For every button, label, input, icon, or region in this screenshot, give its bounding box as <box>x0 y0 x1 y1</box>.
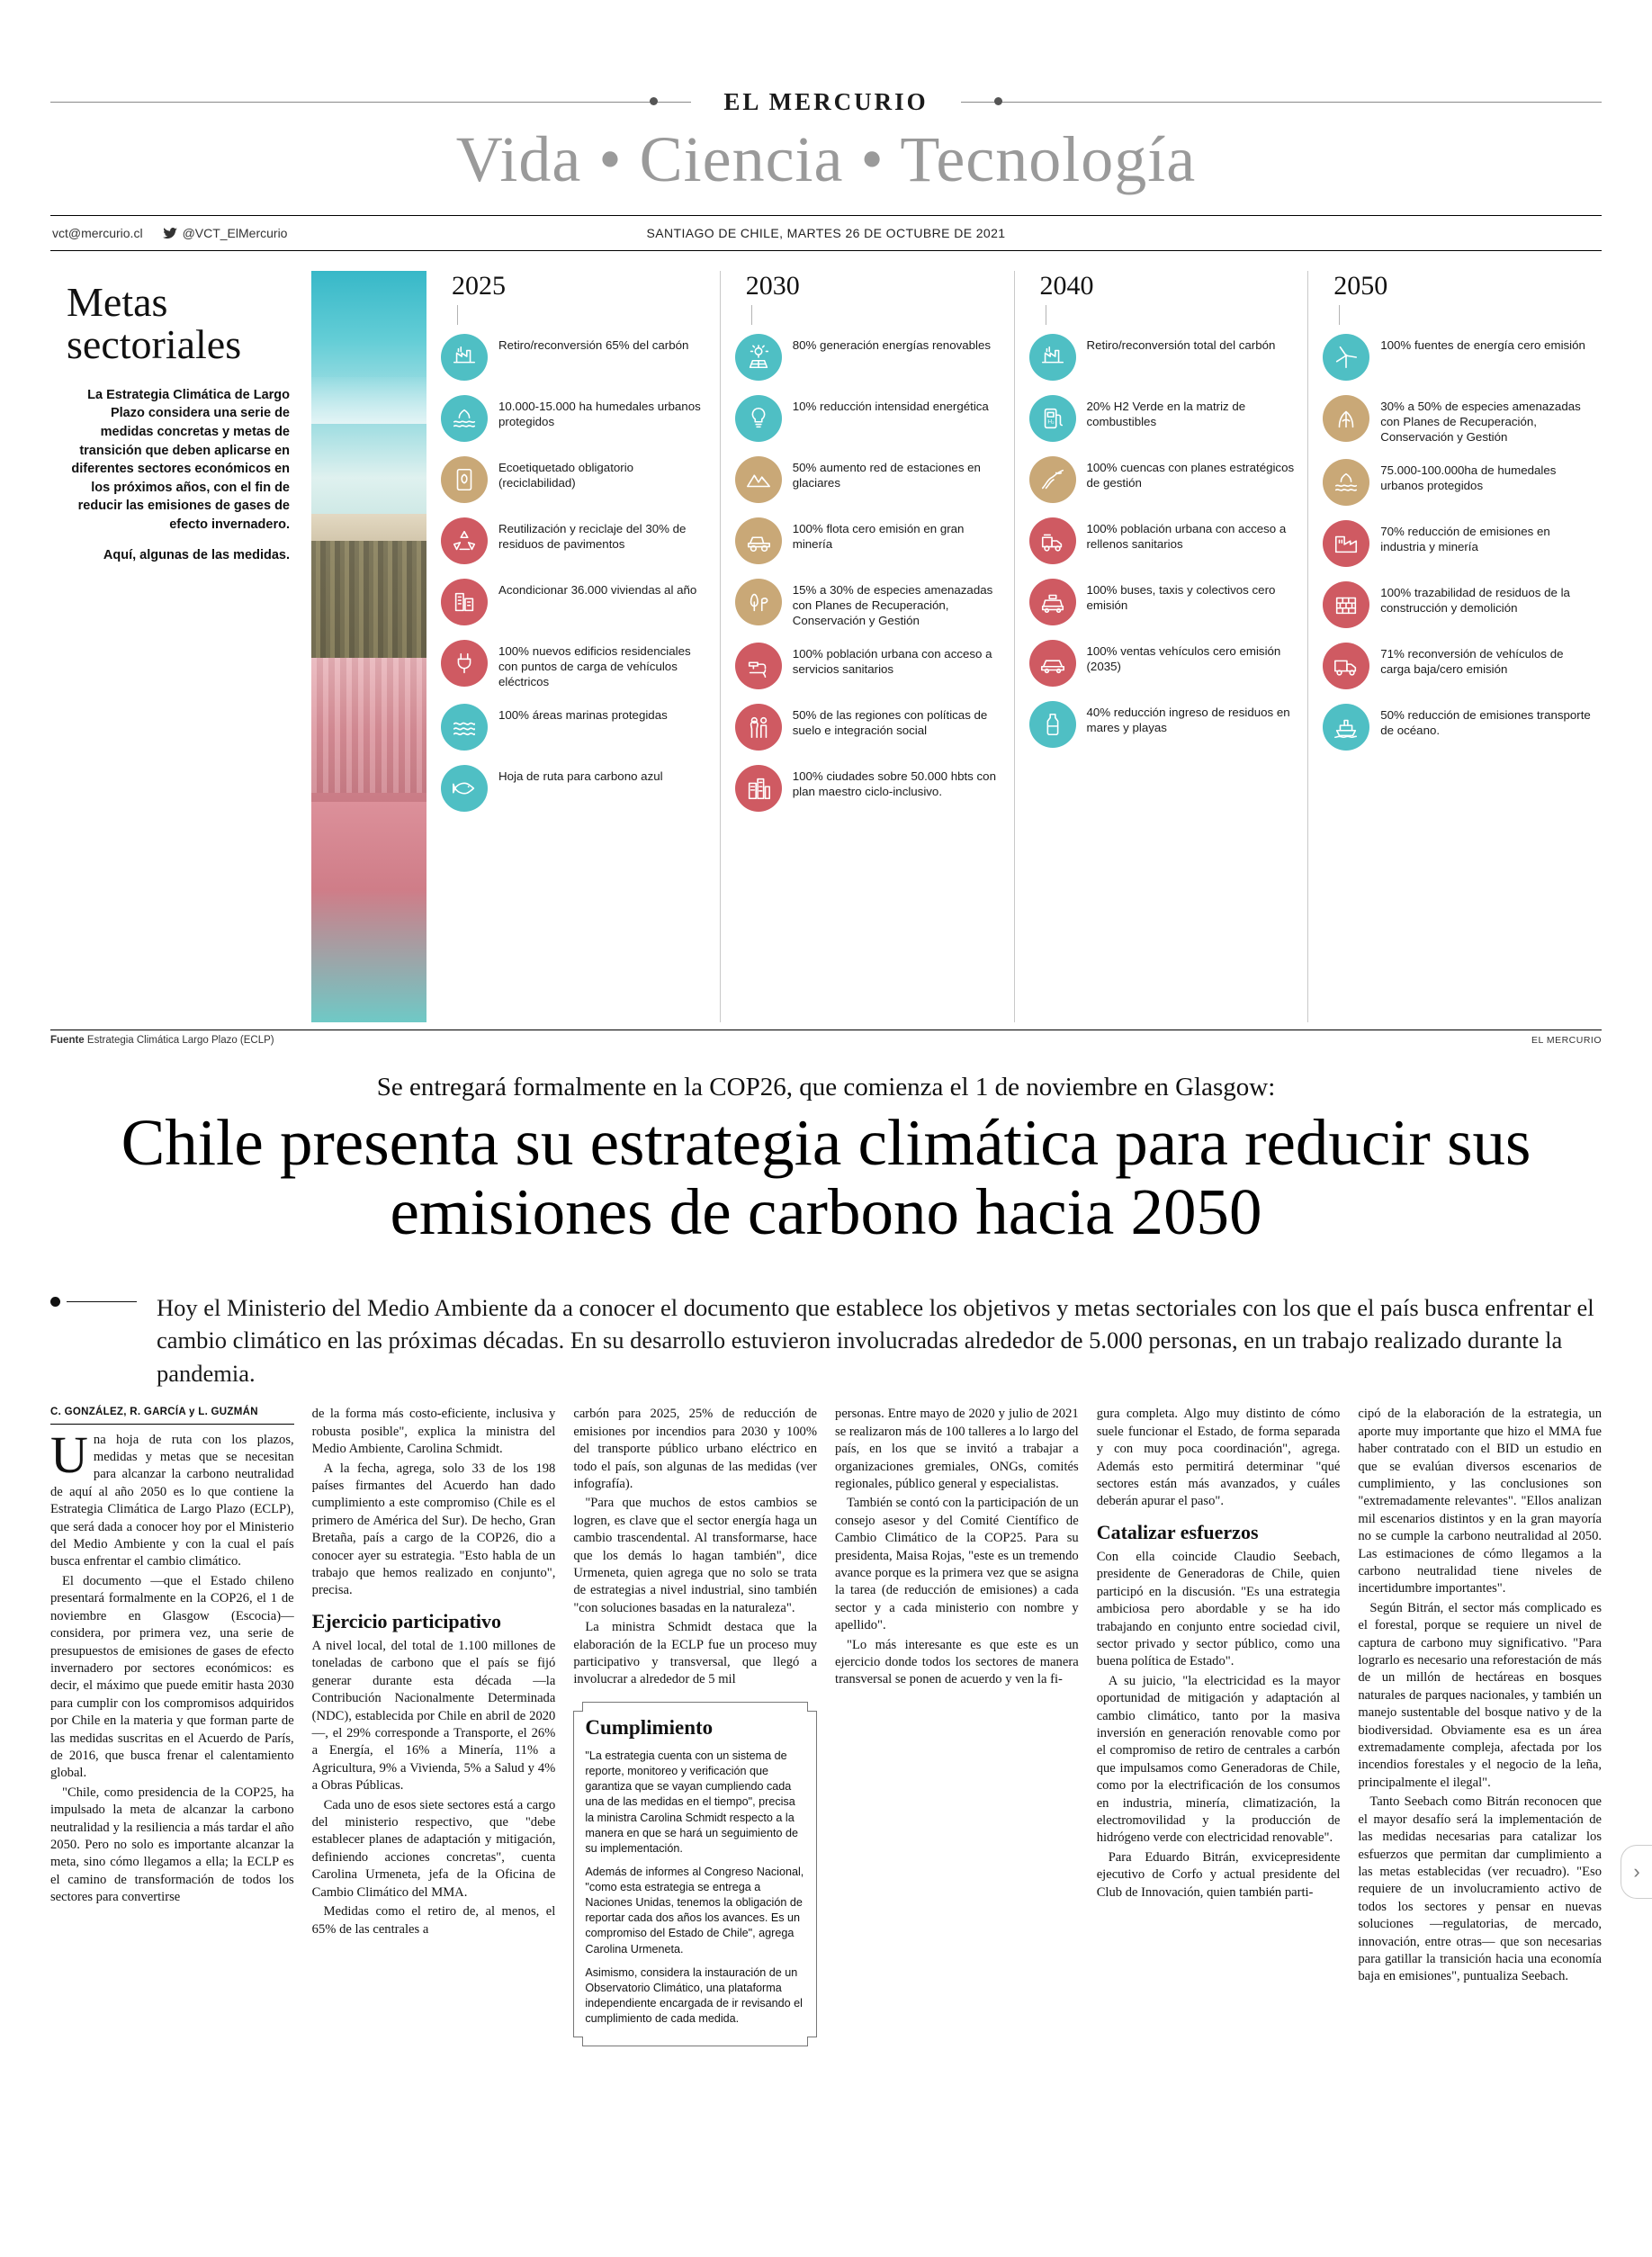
industry-icon <box>1323 520 1369 567</box>
recycle-icon <box>441 517 488 564</box>
body-column-3 <box>573 1406 817 2046</box>
goal-item <box>441 334 711 381</box>
paragraph: cipó de la elaboración de la estrategia, un aporte muy importante que hizo el MMA fue haber contratado con el BID un estudio en que se evalúan diversos escenarios de cumplimiento, y las conclusiones son "extremadamente relevantes". "Ellos analizan mil escenarios distintos y en la gran mayoría no se cumple la carbono neutralidad al 2050. Las estimaciones de cómo llegamos a la carbono neutralidad tiene niveles de incertidumbre importantes". <box>1358 1407 1603 1596</box>
twitter-handle-text: @VCT_ElMercurio <box>182 226 288 240</box>
year-column-2025 <box>426 271 720 1022</box>
paragraph: A nivel local, del total de 1.100 millones de toneladas de carbono que el país se fijó generar durante esta década —la Contribución Nacionalmente Determinada (NDC), establecida por Chile en abril de 2020—, el 29% corresponde a Transporte, el 26% a Energía, el 16% a Minería, 11% a Agricultura, 9% a Vivienda, 5% a Salud y 4% a Obras Públicas. <box>311 1639 556 1794</box>
goal-text: 15% a 30% de especies amenazadas con Planes de Recuperación, Conservación y Gestión <box>792 583 993 628</box>
paragraph: Cada uno de esos siete sectores está a cargo del ministerio respectivo, que "debe establecer planes de adaptación y mitigación, definiendo acciones concretas", cuenta Carolina Urmeneta, jefa de la Oficina de Cambio Climático del MMA. <box>311 1797 556 1900</box>
box-corner <box>573 2037 583 2046</box>
photo-sky <box>311 271 426 424</box>
wetland-icon <box>441 395 488 442</box>
box-paragraph: Además de informes al Congreso Nacional, "como esta estrategia se entrega a Naciones Unidas, tenemos la obligación de reportar cada dos años los avances. Es un compromiso del Estado de Chile", agrega Carolina Urmeneta. <box>585 1865 804 1956</box>
body-column-5 <box>1097 1406 1341 2046</box>
goal-item <box>735 643 1005 689</box>
infographic-credit: EL MERCURIO <box>1531 1035 1602 1046</box>
body-column-1 <box>50 1406 294 2046</box>
goal-text: 100% flota cero emisión en gran minería <box>792 522 965 552</box>
faucet-icon <box>735 643 782 689</box>
goal-item <box>441 395 711 442</box>
article-kicker: Se entregará formalmente en la COP26, que comienza el 1 de noviembre en Glasgow: <box>376 1073 1276 1102</box>
infographic <box>50 251 1602 1022</box>
box-title: Cumplimiento <box>585 1715 714 1739</box>
paragraph: Tanto Seebach como Bitrán reconocen que el mayor desafío será la implementación de las medidas necesarias para catalizar los esfuerzos que permitan dar cumplimiento a las metas establecidas (ver recuadro). "Eso requiere de un involucramiento activo de todos los sectores y pensar en nuevas soluciones —regulatorias, de mercado, innovación, entre otras— que son necesarias para gatillar la transición hacia una economía baja en emisiones", puntualiza Seebach. <box>1358 1794 1603 1984</box>
goal-text: 40% reducción ingreso de residuos en mares y playas <box>1086 706 1290 735</box>
goal-text: Ecoetiquetado obligatorio (reciclabilidad) <box>498 461 634 490</box>
infographic-intro-text: La Estrategia Climática de Largo Plazo considera una serie de medidas concretas y metas de transición que deben aplicarse en diferentes sectores económicos en los próximos años, con el fin de reducir las emisiones de gases de efecto invernadero. <box>71 387 290 532</box>
goal-item <box>441 579 711 625</box>
year-tick <box>751 305 752 325</box>
goal-text: 100% trazabilidad de residuos de la construcción y demolición <box>1380 586 1570 616</box>
goal-text: Hoja de ruta para carbono azul <box>498 769 663 784</box>
goal-text: Reutilización y reciclaje del 30% de residuos de pavimentos <box>498 522 687 552</box>
waves-icon <box>441 704 488 751</box>
photo-collage <box>311 271 426 1022</box>
box-corner <box>573 1702 583 1712</box>
svg-text:H₂: H₂ <box>1046 418 1055 426</box>
article-byline: C. GONZÁLEZ, R. GARCÍA y L. GUZMÁN <box>50 1406 294 1424</box>
masthead <box>0 0 1652 251</box>
goal-item <box>735 334 1005 381</box>
year-column-2040 <box>1014 271 1308 1022</box>
subheading-ejercicio-participativo: Ejercicio participativo <box>311 1609 502 1632</box>
infographic-year-columns <box>426 271 1602 1022</box>
factory-icon <box>441 334 488 381</box>
article-headline: Chile presenta su estrategia climática para reducir sus emisiones de carbono hacia 2050 <box>121 1106 1531 1249</box>
body-column-4 <box>835 1406 1079 2046</box>
goal-text: 50% aumento red de estaciones en glaciares <box>792 461 981 490</box>
masthead-rule <box>50 88 1602 115</box>
body-column-6 <box>1358 1406 1602 2046</box>
paragraph: personas. Entre mayo de 2020 y julio de 2021 se realizaron más de 100 talleres a lo largo del país, en los que se invitó a trabajar a organizaciones gremiales, ONGs, comités regionales, público general y especialistas. <box>835 1407 1079 1491</box>
goal-item <box>441 517 711 564</box>
plug-icon <box>441 640 488 687</box>
article-body <box>50 1406 1602 2046</box>
year-label: 2040 <box>1039 271 1094 301</box>
goal-text: 30% a 50% de especies amenazadas con Planes de Recuperación, Conservación y Gestión <box>1380 400 1581 445</box>
paragraph: de la forma más costo-eficiente, inclusiva y robusta posible", explica la ministra del Medio Ambiente, Carolina Schmidt. <box>311 1407 556 1457</box>
goal-text: 50% de las regiones con políticas de suelo e integración social <box>792 708 988 738</box>
goal-item <box>1323 520 1593 567</box>
year-tick <box>457 305 458 325</box>
wetland-icon <box>1323 459 1369 506</box>
year-column-2030 <box>720 271 1014 1022</box>
infographic-intro-block <box>50 271 311 1022</box>
goal-text: Acondicionar 36.000 viviendas al año <box>498 583 697 597</box>
goal-item <box>1323 643 1593 689</box>
paragraph: El documento —que el Estado chileno presentará formalmente en la COP26, el 1 de noviembre en Glasgow (Escocia)— considera, por primera vez, una serie de presupuestos de emisiones de gases de efecto invernadero por sectores económicos: es decir, el máximo que puede emitir hasta 2030 para cumplir con los compromisos adquiridos por Chile en la materia y que forman parte de las medidas suscritas en el Acuerdo de París, de 2016, que busca frenar el calentamiento global. <box>50 1573 294 1781</box>
people-icon <box>735 704 782 751</box>
photo-strip <box>311 271 426 1022</box>
source-value: Estrategia Climática Largo Plazo (ECLP) <box>86 1035 274 1046</box>
goal-text: Retiro/reconversión total del carbón <box>1086 338 1276 352</box>
paragraph-text: na hoja de ruta con los plazos, medidas y metas que se necesitan para alcanzar la carbono neutralidad de aquí al año 2050 es lo que contiene la Estrategia Climática de Largo Plazo (ECLP), que será dada a conocer hoy por el Ministerio del Medio Ambiente y con la cual el país busca enfrentar el cambio climático. <box>50 1432 294 1569</box>
goal-text: 10% reducción intensidad energética <box>792 400 989 413</box>
box-corner <box>807 1702 817 1712</box>
sidebar-box-cumplimiento <box>573 1702 817 2046</box>
goal-text: 70% reducción de emisiones en industria y minería <box>1380 525 1550 554</box>
goal-item <box>1323 395 1593 445</box>
box-corner <box>807 2037 817 2046</box>
goal-item <box>735 517 1005 564</box>
paragraph: Para Eduardo Bitrán, exvicepresidente ejecutivo de Corfo y actual presidente del Club de Innovación, quien también parti- <box>1096 1849 1341 1900</box>
box-paragraph: Asimismo, considera la instauración de un Observatorio Climático, una plataforma independiente encargada de ir revisando el cumplimiento de cada medida. <box>585 1965 803 2026</box>
bottle-water-icon <box>1029 701 1076 748</box>
goal-text: 100% áreas marinas protegidas <box>498 708 668 723</box>
year-label: 2030 <box>745 271 800 301</box>
year-tick <box>1339 305 1340 325</box>
year-label: 2050 <box>1333 271 1388 301</box>
goal-text: 20% H2 Verde en la matriz de combustibles <box>1086 400 1246 429</box>
paragraph: carbón para 2025, 25% de reducción de emisiones por incendios para 2030 y 100% del transporte público urbano eléctrico en todo el país, son algunas de las medidas (ver infografía). <box>573 1407 818 1491</box>
source-text <box>50 1035 274 1046</box>
goal-text: 10.000-15.000 ha humedales urbanos protegidos <box>498 400 701 429</box>
species-icon <box>1323 395 1369 442</box>
goal-text: 100% cuencas con planes estratégicos de gestión <box>1086 461 1295 490</box>
goal-item <box>1323 334 1593 381</box>
article-lead-block <box>50 1291 1602 1390</box>
paragraph: "Chile, como presidencia de la COP25, ha impulsado la meta de alcanzar la carbono neutralidad y la resiliencia a más tardar el año 2050. Pero no solo es importante alcanzar la meta, sino cómo llegamos a ella; la ECLP es el camino de transformación de todos los sectores para convertirse <box>50 1785 294 1905</box>
paragraph: También se contó con la participación de un consejo asesor y del Comité Científico de Cambio Climático de la COP25. Para su presidenta, Maisa Rojas, "este es un tremendo avance porque es la primera vez que se asigna la tarea (de reducción de emisiones) a cada sector y a cada ministerio con nombre y apellido". <box>835 1496 1079 1633</box>
lead-bullet-icon <box>50 1297 60 1307</box>
wind-turbine-icon <box>1323 334 1369 381</box>
car-icon <box>1029 640 1076 687</box>
photo-water <box>311 424 426 514</box>
solar-panel-icon <box>735 334 782 381</box>
goal-text: 100% población urbana con acceso a rellenos sanitarios <box>1086 522 1287 552</box>
infographic-intro-last: Aquí, algunas de las medidas. <box>103 548 290 563</box>
contact-email[interactable]: vct@mercurio.cl <box>52 226 143 240</box>
section-title: Vida • Ciencia • Tecnología <box>455 123 1197 195</box>
lead-rule <box>67 1301 137 1302</box>
goal-text: 80% generación energías renovables <box>792 338 992 352</box>
goal-item <box>441 765 711 812</box>
year-column-2050 <box>1307 271 1602 1022</box>
paragraph: Medidas como el retiro de, al menos, el 65% de las centrales a <box>311 1904 556 1937</box>
goal-item <box>441 704 711 751</box>
goal-text: 71% reconversión de vehículos de carga baja/cero emisión <box>1380 647 1564 677</box>
goal-item <box>1323 459 1593 506</box>
goal-item <box>1029 517 1299 564</box>
goal-item <box>441 456 711 503</box>
goal-item <box>1029 334 1299 381</box>
goal-item <box>1029 701 1299 748</box>
body-column-2 <box>312 1406 556 2046</box>
goal-item <box>1029 579 1299 625</box>
photo-highway <box>311 802 426 1022</box>
goal-text: 100% ventas vehículos cero emisión (2035) <box>1086 644 1281 674</box>
h2-pump-icon <box>1029 395 1076 442</box>
subheading-catalizar-esfuerzos: Catalizar esfuerzos <box>1096 1520 1259 1543</box>
goal-item <box>735 395 1005 442</box>
river-basin-icon <box>1029 456 1076 503</box>
fish-icon <box>441 765 488 812</box>
goal-text: 100% ciudades sobre 50.000 hbts con plan maestro ciclo-inclusivo. <box>792 769 996 799</box>
paragraph: "Lo más interesante es que este es un ejercicio donde todos los sectores de manera transversal se ponen de acuerdo y ven la fi- <box>835 1637 1079 1687</box>
goal-text: 100% población urbana con acceso a servicios sanitarios <box>792 647 992 677</box>
goal-item <box>1029 395 1299 442</box>
mining-truck-icon <box>735 517 782 564</box>
goal-item <box>1029 640 1299 687</box>
paragraph: A su juicio, "la electricidad es la mayor oportunidad de mitigación y adaptación al cambio climático, tanto por la masiva inversión en generación renovable como por el compromiso de retiro de centrales a carbón que impulsamos como Generadoras de Chile, como por la electrificación de los consumos en industria, minería, climatización, la electromovilidad y la producción de hidrógeno verde con electricidad renovable". <box>1096 1673 1341 1846</box>
garbage-truck-icon <box>1029 517 1076 564</box>
goal-item <box>1323 581 1593 628</box>
cargo-truck-icon <box>1323 643 1369 689</box>
goal-text: 100% buses, taxis y colectivos cero emisión <box>1086 583 1276 613</box>
photo-city-texture <box>311 658 426 793</box>
goal-text: 50% reducción de emisiones transporte de océano. <box>1380 708 1591 738</box>
goal-text: 100% fuentes de energía cero emisión <box>1380 338 1585 352</box>
ship-icon <box>1323 704 1369 751</box>
factory-icon <box>1029 334 1076 381</box>
goal-item <box>441 640 711 689</box>
paragraph: Según Bitrán, el sector más complicado es el forestal, porque se requiere un nivel de captura de carbono muy significativo. "Para lograrlo es necesario una reforestación de más de un millón de hectáreas en bosques naturales de parques nacionales, y también un manejo sustentable del bosque nativo y de la biodiversidad. Obviamente esa es un área extremadamente compleja, afectada por los incendios forestales y el negocio de la leña, principalmente el ilegal". <box>1358 1600 1603 1790</box>
year-label: 2025 <box>452 271 506 301</box>
drop-cap: U <box>50 1425 88 1484</box>
goal-item <box>1029 456 1299 503</box>
ecolabel-icon <box>441 456 488 503</box>
goal-text: 100% nuevos edificios residenciales con puntos de carga de vehículos eléctricos <box>498 644 691 689</box>
city-icon <box>735 765 782 812</box>
paragraph: gura completa. Algo muy distinto de cómo suele funcionar el Estado, de forma separada y con muy poca coordinación", agrega. Además esto permitirá determinar "qué sectores están más avanzados, y cuáles deberán apurar el paso". <box>1096 1407 1341 1509</box>
photo-forest-texture <box>311 541 426 658</box>
goal-item <box>735 456 1005 503</box>
goal-item <box>735 579 1005 628</box>
next-page-button[interactable]: › <box>1621 1845 1652 1899</box>
paper-name: EL MERCURIO <box>723 88 929 115</box>
goal-item <box>735 704 1005 751</box>
paragraph: La ministra Schmidt destaca que la elaboración de la ECLP fue un proceso muy participativo y transversal, que llegó a involucrar a alrededor de 5 mil <box>573 1620 818 1687</box>
goal-item <box>1323 704 1593 751</box>
paragraph: A la fecha, agrega, solo 33 de los 198 países firmantes del Acuerdo han dado cumplimiento a este compromiso (Chile es el primero de América del Sur). De hecho, Gran Bretaña, país a cargo de la COP26, dio a conocer ayer su estrategia. "Esto habla de un trabajo que hemos realizado en conjunto", precisa. <box>311 1461 556 1598</box>
goal-item <box>735 765 1005 812</box>
goal-text: Retiro/reconversión 65% del carbón <box>498 338 689 352</box>
dateline: SANTIAGO DE CHILE, MARTES 26 DE OCTUBRE DE 2021 <box>646 226 1006 240</box>
infographic-title: Metas sectoriales <box>67 279 242 367</box>
infographic-intro <box>63 386 290 565</box>
source-label: Fuente <box>50 1035 85 1046</box>
bricks-icon <box>1323 581 1369 628</box>
paragraph: "Para que muchos de estos cambios se logren, es clave que el sector energía haga un cambio trascendental. Al transformarse, hace que los demás lo hagan también", dice Urmeneta, quien agrega que no solo se trata de estrategias a nivel industrial, sino también "con soluciones basadas en la naturaleza". <box>573 1496 818 1615</box>
paragraph <box>50 1425 294 1571</box>
tree-bird-icon <box>735 579 782 625</box>
glacier-icon <box>735 456 782 503</box>
infographic-source-bar <box>50 1030 1602 1046</box>
goal-text: 75.000-100.000ha de humedales urbanos protegidos <box>1380 463 1557 493</box>
box-paragraph: "La estrategia cuenta con un sistema de reporte, monitoreo y verificación que garantiza que se vayan cumpliendo cada una de las medidas en el tiempo", precisa la ministra Carolina Schmidt respecto a la manera en que se hará un seguimiento de su implementación. <box>585 1749 798 1855</box>
masthead-contact-bar <box>50 215 1602 251</box>
building-icon <box>441 579 488 625</box>
lightbulb-icon <box>735 395 782 442</box>
taxi-icon <box>1029 579 1076 625</box>
paragraph: Con ella coincide Claudio Seebach, presidente de Generadoras de Chile, quien participó en la discusión. "Es una estrategia ambiciosa pero abordable y se ha ido trabajando en conjunto entre sociedad civil, sector privado y sector público, como una buena política de Estado". <box>1096 1549 1341 1669</box>
article-lead: Hoy el Ministerio del Medio Ambiente da a conocer el documento que establece los objetivos y metas sectoriales con los que el país busca enfrentar el cambio climático en las próximas décadas. En su desarrollo estuvieron involucradas alrededor de 5.000 personas, en un trabajo realizado durante la pandemia. <box>157 1293 1594 1387</box>
